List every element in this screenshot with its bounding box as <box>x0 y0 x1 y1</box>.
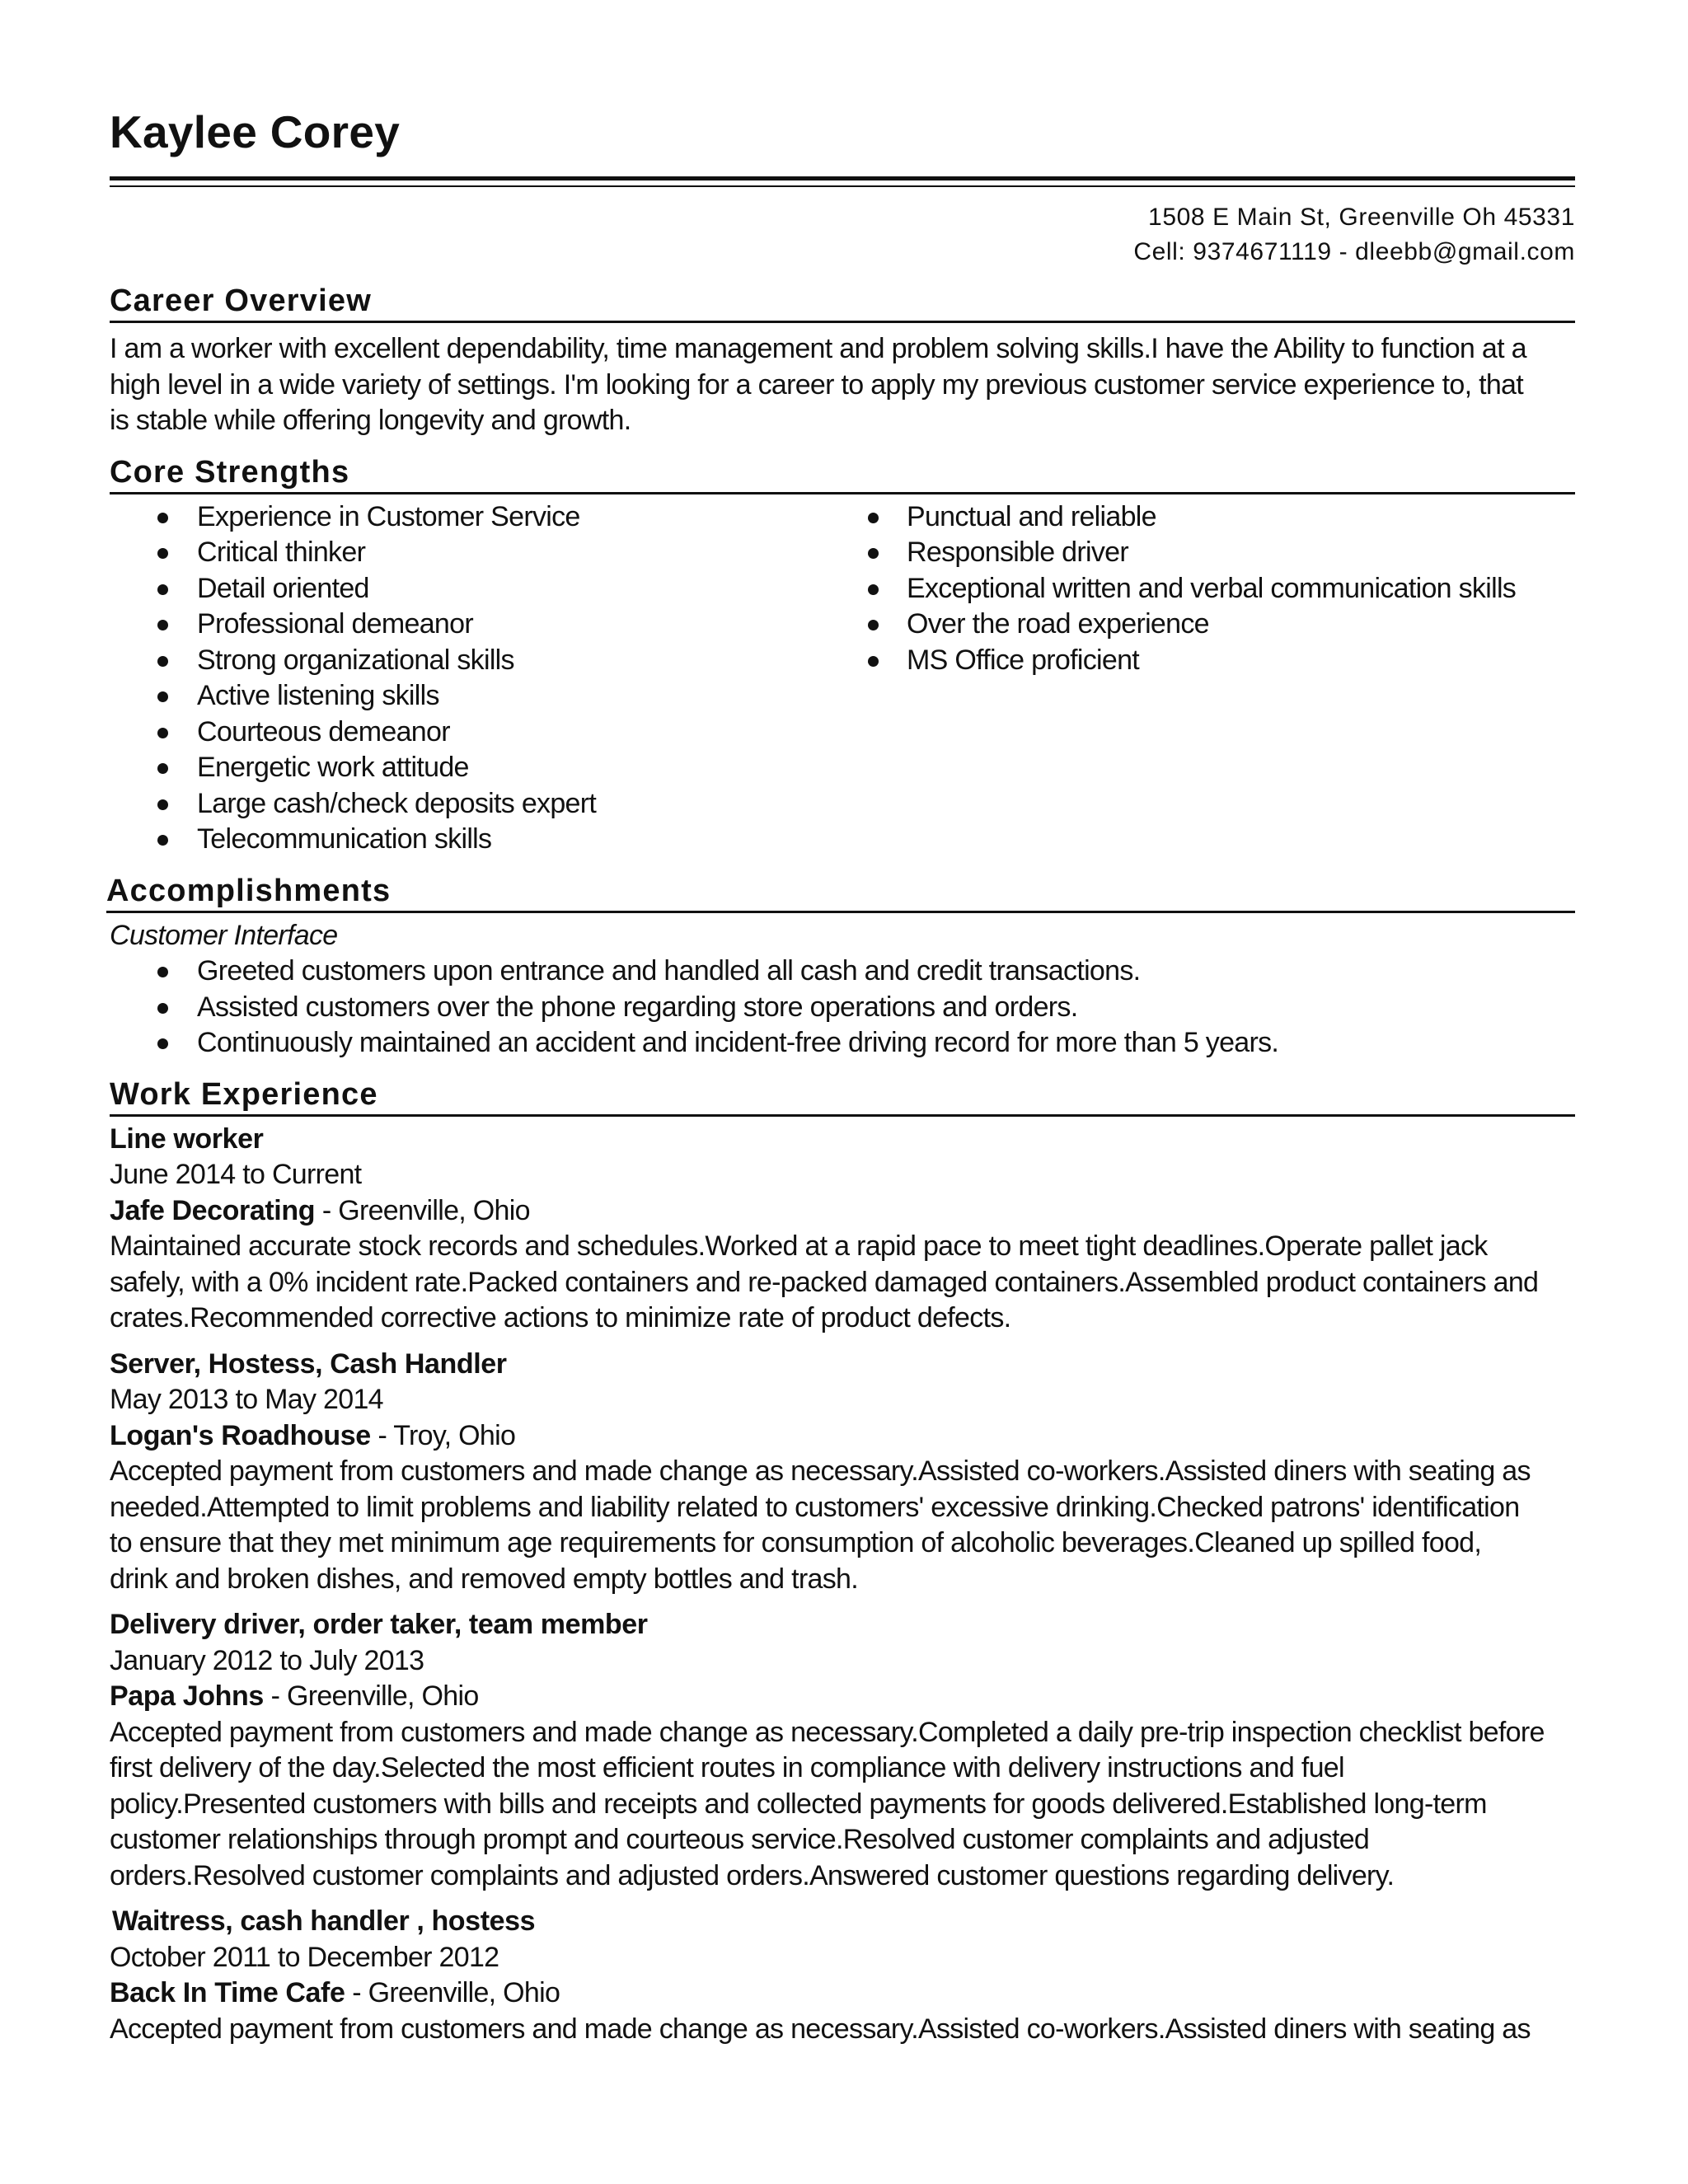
job-employer <box>110 1418 1575 1455</box>
company-location: - Greenville, Ohio <box>345 1977 560 2008</box>
list-item: Over the road experience <box>835 607 1575 643</box>
job-entry <box>110 1122 1575 1337</box>
accomplishments-section <box>106 873 1575 1062</box>
description-line: needed.Attempted to limit problems and liability related to customers' excessive drinking.Checked patrons' identification <box>110 1491 1520 1523</box>
list-item: Assisted customers over the phone regarding store operations and orders. <box>110 990 1575 1026</box>
accomplishments-heading: Accomplishments <box>106 873 1575 913</box>
company-location: - Greenville, Ohio <box>263 1680 479 1712</box>
core-strengths-heading: Core Strengths <box>110 454 1575 494</box>
job-employer <box>110 1193 1575 1230</box>
address-line: 1508 E Main St, Greenville Oh 45331 <box>1148 204 1575 231</box>
description-line: Accepted payment from customers and made change as necessary.Assisted co-workers.Assisted diners with seating as <box>110 1455 1531 1487</box>
list-item: Energetic work attitude <box>110 750 835 786</box>
description-line: customer relationships through prompt and courteous service.Resolved customer complaints and adjusted <box>110 1824 1370 1855</box>
list-item: Telecommunication skills <box>110 822 835 858</box>
job-description <box>110 1229 1575 1337</box>
job-title: Waitress, cash handler , hostess <box>112 1905 536 1937</box>
company-location: - Troy, Ohio <box>370 1419 516 1451</box>
strengths-list-right <box>835 499 1575 679</box>
list-item: MS Office proficient <box>835 643 1575 679</box>
list-item: Critical thinker <box>110 535 835 571</box>
description-line: safely, with a 0% incident rate.Packed containers and re-packed damaged containers.Assembled product containers and <box>110 1266 1539 1298</box>
description-line: crates.Recommended corrective actions to minimize rate of product defects. <box>110 1302 1011 1333</box>
job-entry <box>110 1607 1575 1894</box>
job-description <box>110 1454 1575 1597</box>
overview-line: is stable while offering longevity and growth. <box>110 405 631 436</box>
core-strengths-right-column <box>835 499 1575 858</box>
job-description <box>110 2012 1575 2048</box>
list-item: Detail oriented <box>110 571 835 607</box>
description-line: Accepted payment from customers and made change as necessary.Assisted co-workers.Assisted diners with seating as <box>110 2013 1531 2045</box>
list-item: Responsible driver <box>835 535 1575 571</box>
list-item: Courteous demeanor <box>110 715 835 751</box>
job-dates: June 2014 to Current <box>110 1159 362 1190</box>
resume-page <box>106 99 1575 2047</box>
phone-email-line: Cell: 9374671119 - dleebb@gmail.com <box>1133 238 1575 265</box>
company-location: - Greenville, Ohio <box>315 1194 530 1226</box>
job-title: Line worker <box>110 1122 264 1155</box>
list-item: Punctual and reliable <box>835 499 1575 536</box>
company-name: Jafe Decorating <box>110 1194 316 1226</box>
career-overview-heading: Career Overview <box>110 283 1575 323</box>
list-item: Strong organizational skills <box>110 643 835 679</box>
description-line: first delivery of the day.Selected the most efficient routes in compliance with delivery instructions and fuel <box>110 1752 1344 1783</box>
strengths-list-left <box>110 499 835 858</box>
description-line: policy.Presented customers with bills and receipts and collected payments for goods delivered.Established long-term <box>110 1788 1487 1820</box>
contact-block <box>110 200 1575 269</box>
work-experience-heading: Work Experience <box>110 1076 1575 1117</box>
work-experience-section <box>110 1076 1575 2048</box>
company-name: Back In Time Cafe <box>110 1977 345 2008</box>
list-item: Large cash/check deposits expert <box>110 786 835 823</box>
company-name: Papa Johns <box>110 1680 264 1712</box>
list-item: Exceptional written and verbal communication skills <box>835 571 1575 607</box>
job-employer <box>110 1975 1575 2012</box>
accomplishments-subheading: Customer Interface <box>110 919 338 951</box>
list-item: Active listening skills <box>110 678 835 715</box>
job-employer <box>110 1679 1575 1715</box>
job-dates: October 2011 to December 2012 <box>110 1941 499 1973</box>
description-line: Maintained accurate stock records and schedules.Worked at a rapid pace to meet tight deadlines.Operate pallet jack <box>110 1230 1488 1262</box>
job-dates: January 2012 to July 2013 <box>110 1644 424 1676</box>
career-overview-text <box>110 331 1575 439</box>
candidate-name: Kaylee Corey <box>110 106 401 157</box>
career-overview-section <box>110 283 1575 439</box>
core-strengths-columns <box>110 499 1575 858</box>
overview-line: high level in a wide variety of settings. I'm looking for a career to apply my previous customer service experience to, that <box>110 368 1523 401</box>
description-line: Accepted payment from customers and made change as necessary.Completed a daily pre-trip inspection checklist before <box>110 1716 1545 1748</box>
list-item: Professional demeanor <box>110 607 835 643</box>
list-item: Greeted customers upon entrance and handled all cash and credit transactions. <box>110 954 1575 990</box>
list-item: Continuously maintained an accident and incident-free driving record for more than 5 years. <box>110 1025 1575 1062</box>
list-item: Experience in Customer Service <box>110 499 835 536</box>
core-strengths-left-column <box>110 499 835 858</box>
job-title: Delivery driver, order taker, team member <box>110 1609 648 1640</box>
core-strengths-section <box>110 454 1575 858</box>
accomplishments-list <box>110 954 1575 1062</box>
job-entry <box>110 1904 1575 2047</box>
description-line: to ensure that they met minimum age requirements for consumption of alcoholic beverages.Cleaned up spilled food, <box>110 1527 1482 1558</box>
job-dates: May 2013 to May 2014 <box>110 1384 383 1415</box>
description-line: orders.Resolved customer complaints and adjusted orders.Answered customer questions regarding delivery. <box>110 1859 1395 1891</box>
header-double-rule <box>110 176 1575 187</box>
description-line: drink and broken dishes, and removed empty bottles and trash. <box>110 1563 858 1595</box>
job-entry <box>110 1347 1575 1598</box>
company-name: Logan's Roadhouse <box>110 1419 371 1451</box>
job-title: Server, Hostess, Cash Handler <box>110 1347 507 1380</box>
overview-line: I am a worker with excellent dependability, time management and problem solving skills.I have the Ability to function at a <box>110 333 1526 364</box>
job-description <box>110 1715 1575 1895</box>
